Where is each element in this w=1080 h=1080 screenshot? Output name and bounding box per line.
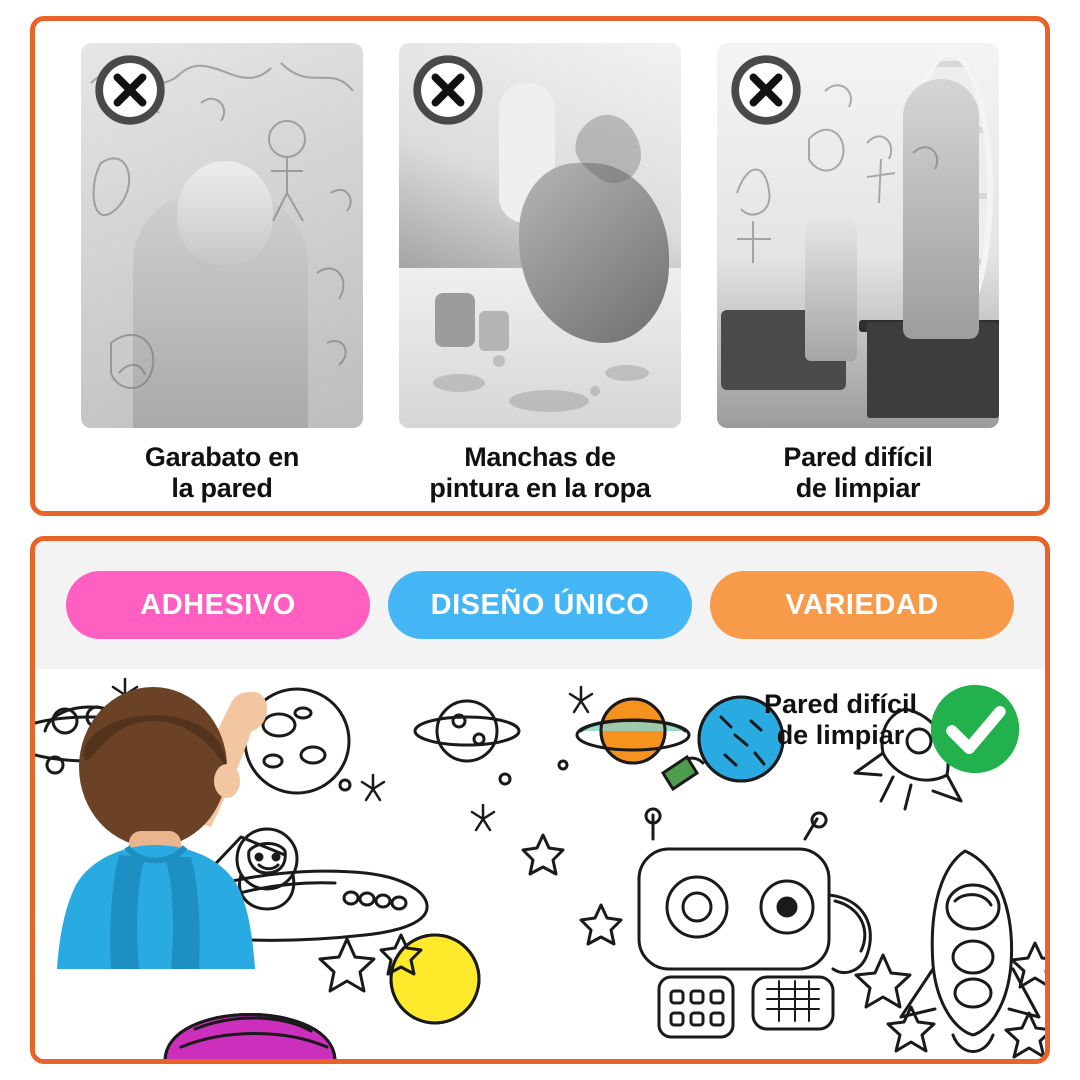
- solution-caption-line2: de limpiar: [776, 720, 905, 751]
- feature-pill-variedad[interactable]: [710, 571, 1014, 639]
- problem-caption-2-line2: pintura en la ropa: [429, 473, 651, 504]
- problem-caption-1-line1: Garabato en: [144, 442, 300, 472]
- solution-panel: [30, 536, 1050, 1064]
- solution-caption-line1: Pared difícil: [763, 689, 917, 719]
- check-mark-icon: [927, 681, 1023, 777]
- coloring-poster-scene: [35, 669, 1045, 1061]
- feature-pill-variedad-label: VARIEDAD: [785, 588, 939, 621]
- feature-pills: [35, 541, 1045, 669]
- cross-mark-icon: [95, 55, 165, 125]
- problem-caption-2: [429, 442, 650, 504]
- problem-card-2: [390, 43, 690, 504]
- problem-caption-1-line2: la pared: [171, 473, 273, 504]
- feature-pill-adhesivo-label: ADHESIVO: [140, 588, 296, 621]
- problem-card-3: [708, 43, 1008, 504]
- problem-photo-paint-stains: [399, 43, 681, 428]
- feature-pill-adhesivo[interactable]: [66, 571, 370, 639]
- problem-photo-hard-to-clean-wall: [717, 43, 999, 428]
- cross-mark-icon: [413, 55, 483, 125]
- problem-caption-3-line1: Pared difícil: [783, 442, 933, 472]
- cross-mark-icon: [731, 55, 801, 125]
- child-figure: [35, 669, 325, 969]
- problem-photo-scribbled-wall: [81, 43, 363, 428]
- problem-card-1: [72, 43, 372, 504]
- problems-panel: [30, 16, 1050, 516]
- feature-pill-diseno-unico[interactable]: [388, 571, 692, 639]
- solution-caption: [764, 689, 917, 751]
- problem-caption-3: [783, 442, 932, 504]
- problem-caption-2-line1: Manchas de: [464, 442, 616, 472]
- problem-caption-3-line2: de limpiar: [795, 473, 921, 504]
- problems-row: [35, 21, 1045, 511]
- problem-caption-1: [145, 442, 299, 504]
- feature-pill-diseno-unico-label: DISEÑO ÚNICO: [430, 588, 650, 621]
